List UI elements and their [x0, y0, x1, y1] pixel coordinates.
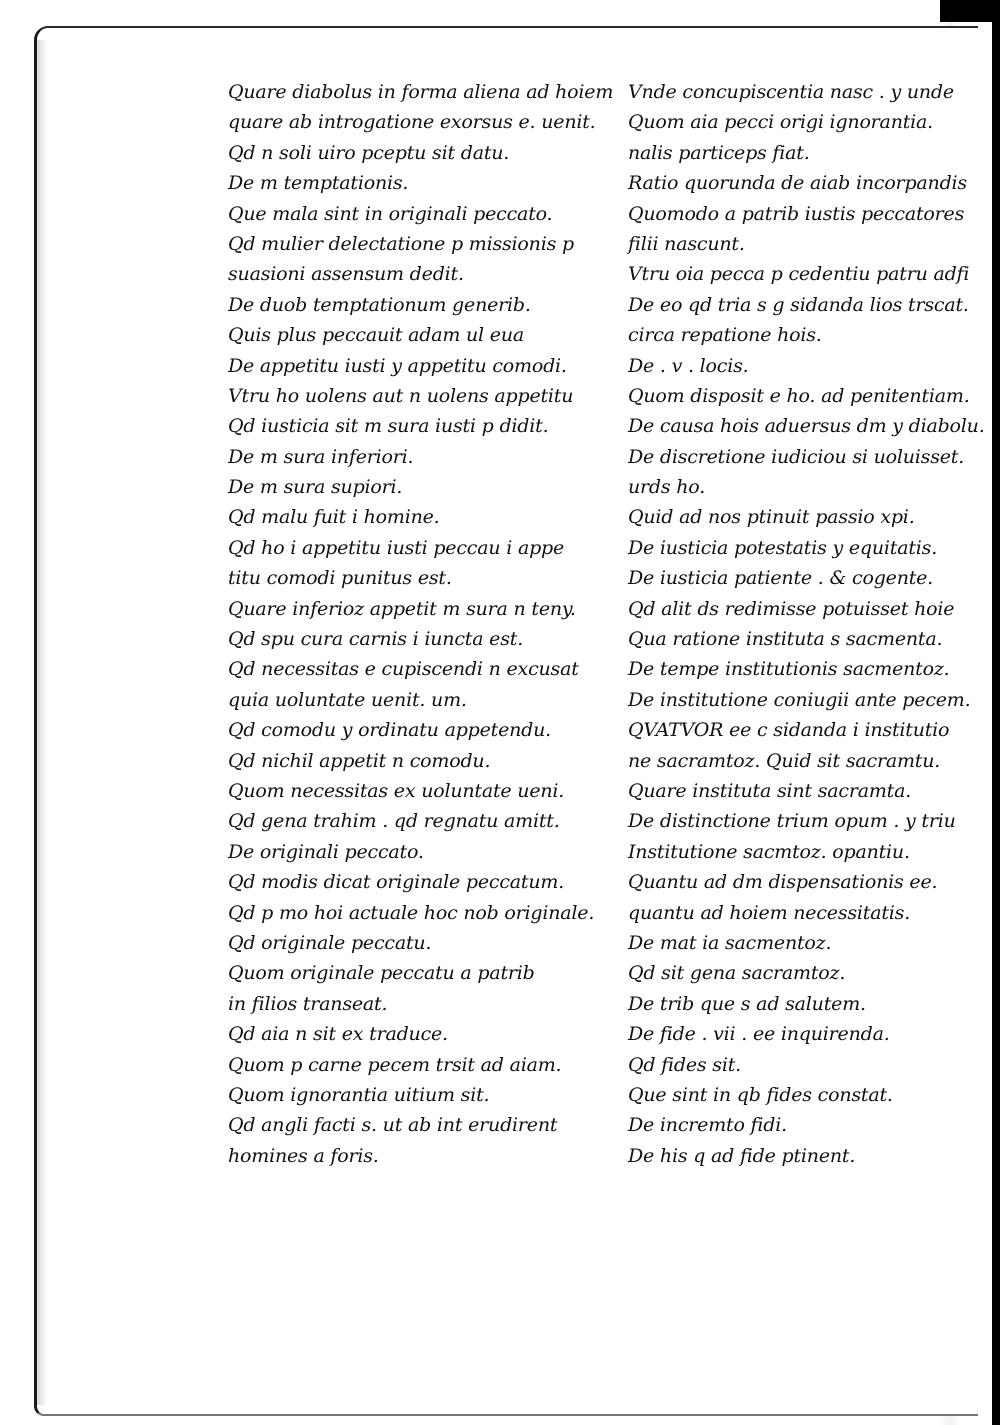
- right-column: [628, 77, 985, 1171]
- manuscript-line: Qd necessitas e cupiscendi n excusat: [228, 658, 579, 681]
- manuscript-line: Vtru oia pecca p cedentiu patru adfi: [628, 263, 970, 286]
- manuscript-line: Qd sit gena sacramtoz.: [628, 962, 846, 985]
- manuscript-line: filii nascunt.: [628, 232, 745, 255]
- manuscript-line: Qd n soli uiro pceptu sit datu.: [228, 141, 510, 164]
- page-gutter-shade: [37, 40, 47, 1405]
- manuscript-line: Ratio quorunda de aiab incorpandis: [628, 172, 967, 195]
- manuscript-line: De causa hois aduersus dm y diabolu.: [628, 415, 985, 438]
- manuscript-line: Quom ignorantia uitium sit.: [228, 1083, 490, 1106]
- manuscript-line: Qd alit ds redimisse potuisset hoie: [628, 597, 955, 620]
- manuscript-line: Qd mulier delectatione p missionis p: [228, 232, 574, 255]
- manuscript-line: nalis particeps fiat.: [628, 141, 810, 164]
- manuscript-line: Qd spu cura carnis i iuncta est.: [228, 628, 524, 651]
- manuscript-line: De m sura inferiori.: [228, 445, 414, 468]
- manuscript-line: De tempe institutionis sacmentoz.: [628, 658, 950, 681]
- manuscript-line: Qd p mo hoi actuale hoc nob originale.: [228, 901, 595, 924]
- manuscript-line: De distinctione trium opum . y triu: [628, 810, 956, 833]
- manuscript-line: Quom necessitas ex uoluntate ueni.: [228, 779, 565, 802]
- left-column: [228, 77, 628, 1171]
- manuscript-line: Quare diabolus in forma aliena ad hoiem: [228, 81, 614, 103]
- manuscript-line: De m temptationis.: [228, 172, 409, 195]
- manuscript-line: Qd iusticia sit m sura iusti p didit.: [228, 415, 549, 438]
- manuscript-line: circa repatione hois.: [628, 324, 822, 347]
- manuscript-line: QVATVOR ee c sidanda i institutio: [628, 719, 950, 742]
- manuscript-line: Vnde concupiscentia nasc . y unde: [628, 81, 954, 103]
- manuscript-line: De incremto fidi.: [628, 1114, 787, 1137]
- manuscript-line: De trib que s ad salutem.: [628, 992, 866, 1015]
- manuscript-line: Quom originale peccatu a patrib: [228, 962, 535, 985]
- manuscript-line: Qd gena trahim . qd regnatu amitt.: [228, 810, 560, 833]
- manuscript-line: De fide . vii . ee inquirenda.: [628, 1023, 890, 1046]
- manuscript-line: De iusticia patiente . & cogente.: [628, 567, 934, 590]
- manuscript-line: Quom disposit e ho. ad penitentiam.: [628, 384, 970, 407]
- manuscript-line: Quare inferioz appetit m sura n teny.: [228, 597, 576, 620]
- manuscript-line: Quantu ad dm dispensationis ee.: [628, 871, 938, 894]
- manuscript-line: quantu ad hoiem necessitatis.: [628, 901, 911, 924]
- manuscript-line: Que sint in qb fides constat.: [628, 1083, 893, 1106]
- manuscript-line: quia uoluntate uenit. um.: [228, 688, 467, 711]
- manuscript-line: De eo qd tria s g sidanda lios trscat.: [628, 293, 969, 316]
- manuscript-line: Qd ho i appetitu iusti peccau i appe: [228, 536, 565, 559]
- manuscript-line: De discretione iudiciou si uoluisset.: [628, 445, 965, 468]
- manuscript-line: Qd fides sit.: [628, 1053, 741, 1076]
- manuscript-line: Quomodo a patrib iustis peccatores: [628, 202, 965, 225]
- manuscript-line: Que mala sint in originali peccato.: [228, 202, 553, 225]
- manuscript-line: titu comodi punitus est.: [228, 567, 452, 590]
- manuscript-line: ne sacramtoz. Quid sit sacramtu.: [628, 749, 941, 772]
- manuscript-line: Quom p carne pecem trsit ad aiam.: [228, 1053, 562, 1076]
- manuscript-line: quare ab introgatione exorsus e. uenit.: [228, 111, 596, 134]
- manuscript-line: homines a foris.: [228, 1144, 379, 1167]
- manuscript-line: De his q ad fide ptinent.: [628, 1144, 856, 1167]
- manuscript-line: Quare instituta sint sacramta.: [628, 779, 912, 802]
- manuscript-line: Qd nichil appetit n comodu.: [228, 749, 491, 772]
- manuscript-line: Qua ratione instituta s sacmenta.: [628, 628, 943, 651]
- manuscript-line: Quid ad nos ptinuit passio xpi.: [628, 506, 915, 529]
- manuscript-line: Qd originale peccatu.: [228, 931, 432, 954]
- manuscript-line: De mat ia sacmentoz.: [628, 931, 832, 954]
- manuscript-line: Vtru ho uolens aut n uolens appetitu: [228, 384, 574, 407]
- manuscript-line: urds ho.: [628, 476, 706, 499]
- manuscript-line: Qd malu fuit i homine.: [228, 506, 440, 529]
- manuscript-line: Qd modis dicat originale peccatum.: [228, 871, 565, 894]
- manuscript-line: De m sura supiori.: [228, 476, 403, 499]
- manuscript-line: De . v . locis.: [628, 354, 749, 377]
- manuscript-line: suasioni assensum dedit.: [228, 263, 464, 286]
- manuscript-line: Quis plus peccauit adam ul eua: [228, 324, 524, 347]
- scan-corner: [940, 0, 1000, 22]
- scan-right-strip: [992, 22, 1000, 1425]
- manuscript-line: Qd aia n sit ex traduce.: [228, 1023, 448, 1046]
- manuscript-line: in filios transeat.: [228, 992, 388, 1015]
- manuscript-line: Qd angli facti s. ut ab int erudirent: [228, 1114, 558, 1137]
- manuscript-line: Quom aia pecci origi ignorantia.: [628, 111, 934, 134]
- manuscript-line: De institutione coniugii ante pecem.: [628, 688, 971, 711]
- manuscript-line: Qd comodu y ordinatu appetendu.: [228, 719, 552, 742]
- manuscript-line: De appetitu iusti y appetitu comodi.: [228, 354, 567, 377]
- manuscript-line: De duob temptationum generib.: [228, 293, 531, 316]
- manuscript-line: De iusticia potestatis y equitatis.: [628, 536, 938, 559]
- manuscript-line: De originali peccato.: [228, 840, 424, 863]
- manuscript-line: Institutione sacmtoz. opantiu.: [628, 840, 910, 863]
